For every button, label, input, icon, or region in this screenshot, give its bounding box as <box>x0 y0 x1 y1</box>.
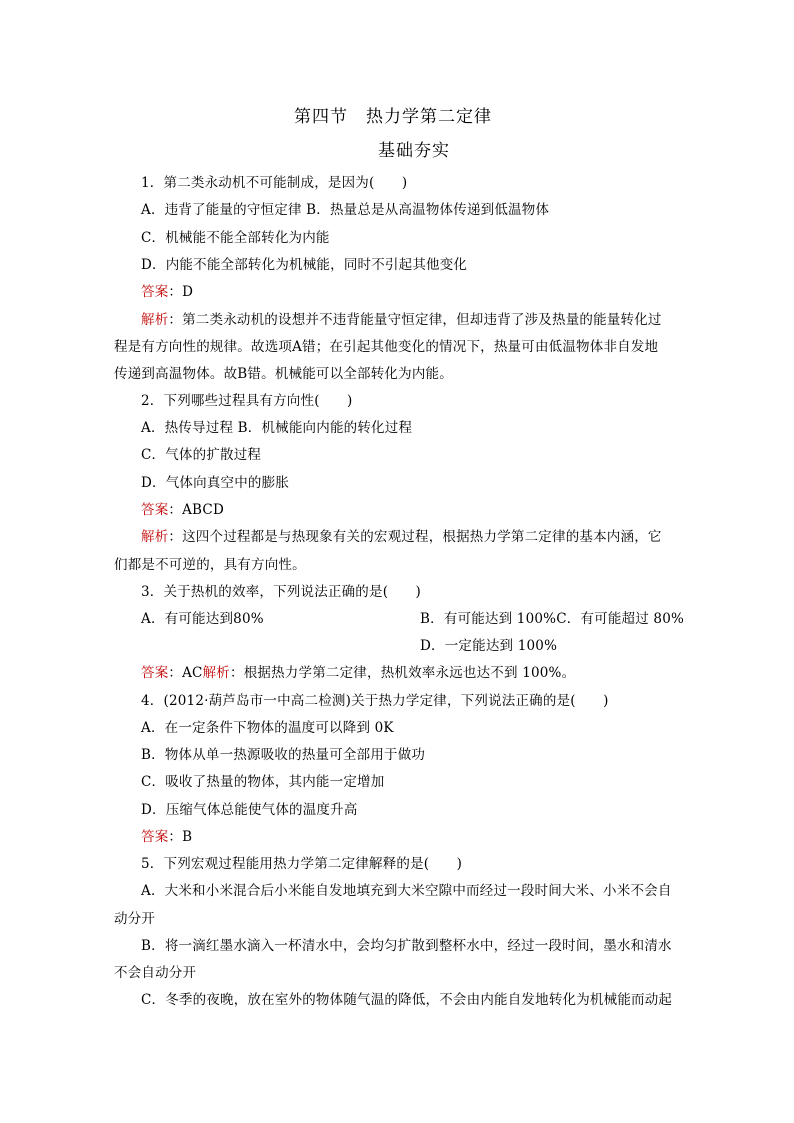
q5-option-a-line2: 动分开 <box>114 911 156 927</box>
q2-answer <box>141 501 224 519</box>
explanation-label: 解析 <box>202 665 230 681</box>
q1-option-ab: A．违背了能量的守恒定律 B．热量总是从高温物体传递到低温物体 <box>141 202 550 218</box>
explanation-text: ：第二类永动机的设想并不违背能量守恒定律，但却违背了涉及热量的能量转化过 <box>168 312 662 328</box>
q1-option-c: C．机械能不能全部转化为内能 <box>141 230 330 246</box>
q5-stem: 5．下列宏观过程能用热力学第二定律解释的是( ) <box>141 856 463 872</box>
q1-explanation-line1 <box>141 311 662 329</box>
answer-label: 答案 <box>141 829 169 845</box>
q2-option-c: C．气体的扩散过程 <box>141 447 262 463</box>
q3-option-bc: B．有可能达到 100%C．有可能超过 80% <box>420 611 685 627</box>
explanation-text: ：根据热力学第二定律，热机效率永远也达不到 100%。 <box>230 665 576 681</box>
q1-explanation-line3: 传递到高温物体。故B错。机械能可以全部转化为内能。 <box>114 366 453 382</box>
answer-value: ：D <box>168 284 194 300</box>
q4-stem: 4．(2012·葫芦岛市一中高二检测)关于热力学定律，下列说法正确的是( ) <box>141 693 609 709</box>
q1-option-d: D．内能不能全部转化为机械能，同时不引起其他变化 <box>141 257 468 273</box>
section-subtitle: 基础夯实 <box>378 141 450 161</box>
q1-answer <box>141 283 193 301</box>
q5-option-c-line1: C．冬季的夜晚，放在室外的物体随气温的降低，不会由内能自发地转化为机械能而动起 <box>141 992 673 1008</box>
answer-value: ：AC <box>168 665 203 681</box>
q2-explanation-line1 <box>141 528 662 546</box>
q4-option-c: C．吸收了热量的物体，其内能一定增加 <box>141 774 385 790</box>
q2-option-ab: A．热传导过程 B．机械能向内能的转化过程 <box>141 420 413 436</box>
answer-label: 答案 <box>141 502 169 518</box>
explanation-label: 解析 <box>141 529 169 545</box>
q5-option-b-line2: 不会自动分开 <box>114 965 197 981</box>
q3-stem: 3．关于热机的效率，下列说法正确的是( ) <box>141 584 422 600</box>
q4-option-b: B．物体从单一热源吸收的热量可全部用于做功 <box>141 747 426 763</box>
q5-option-a-line1: A．大米和小米混合后小米能自发地填充到大米空隙中而经过一段时间大米、小米不会自 <box>141 883 672 899</box>
section-title: 第四节 热力学第二定律 <box>294 107 492 127</box>
q3-option-d: D．一定能达到 100% <box>420 638 558 654</box>
q3-answer-explanation <box>141 664 575 682</box>
answer-value: ：B <box>168 829 193 845</box>
explanation-text: ：这四个过程都是与热现象有关的宏观过程，根据热力学第二定律的基本内涵，它 <box>168 529 662 545</box>
q3-option-a: A．有可能达到80% <box>141 611 264 627</box>
q1-explanation-line2: 程是有方向性的规律。故选项A错；在引起其他变化的情况下，热量可由低温物体非自发地 <box>114 339 659 355</box>
q4-option-d: D．压缩气体总能使气体的温度升高 <box>141 802 358 818</box>
answer-label: 答案 <box>141 665 169 681</box>
answer-label: 答案 <box>141 284 169 300</box>
q4-option-a: A．在一定条件下物体的温度可以降到 0K <box>141 720 394 736</box>
answer-value: ：ABCD <box>168 502 224 518</box>
q2-option-d: D．气体向真空中的膨胀 <box>141 475 290 491</box>
q2-explanation-line2: 们都是不可逆的，具有方向性。 <box>114 557 306 573</box>
q5-option-b-line1: B．将一滴红墨水滴入一杯清水中，会均匀扩散到整杯水中，经过一段时间，墨水和清水 <box>141 938 672 954</box>
q1-stem: 1．第二类永动机不可能制成，是因为( ) <box>141 175 408 191</box>
q4-answer <box>141 828 192 846</box>
q2-stem: 2．下列哪些过程具有方向性( ) <box>141 393 353 409</box>
explanation-label: 解析 <box>141 312 169 328</box>
